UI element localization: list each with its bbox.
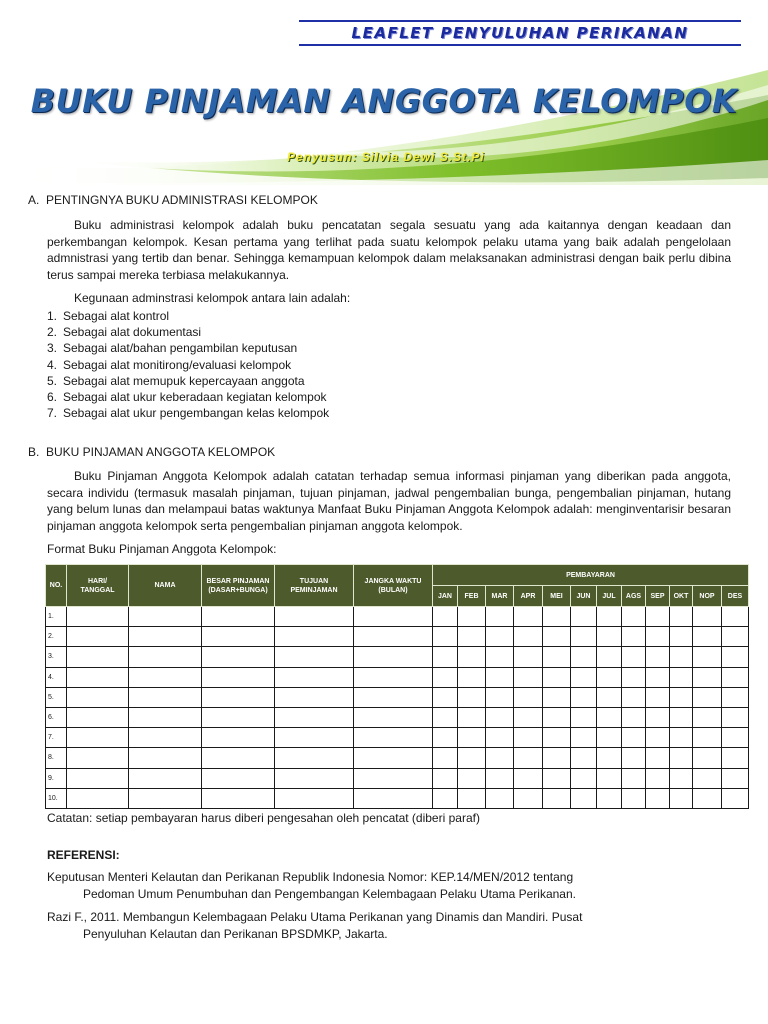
table-cell[interactable]	[622, 788, 646, 808]
table-cell[interactable]	[433, 667, 458, 687]
table-cell[interactable]	[67, 768, 129, 788]
table-cell[interactable]	[514, 647, 543, 667]
table-cell[interactable]	[597, 728, 622, 748]
section-a-paragraph-text: Buku administrasi kelompok adalah buku pencatatan segala sesuatu yang ada kaitannya dengan keadaan dan perkembangan kelompok. Kesan pertama yang terlihat pada suatu kelompok pelaku utama yang baik adalah pengelolaan admnistrasi yang tertib dan benar. Sehingga kemampuan kelompok dalam melaksanakan administrasi dengan baik perlu dibina terus sampai mereka terbiasa melakukannya.	[47, 218, 731, 283]
table-cell[interactable]	[275, 707, 354, 727]
table-cell[interactable]	[543, 627, 571, 647]
table-cell[interactable]	[646, 647, 670, 667]
table-cell[interactable]	[458, 667, 486, 687]
table-cell[interactable]	[486, 728, 514, 748]
table-cell[interactable]	[622, 627, 646, 647]
row-number: 5.	[46, 687, 67, 707]
page-title: BUKU PINJAMAN ANGGOTA KELOMPOK	[30, 82, 738, 120]
reference-item: Razi F., 2011. Membangun Kelembagaan Pelaku Utama Perikanan yang Dinamis dan Mandiri. Pusat Penyuluhan Kelautan dan Perikanan BPSDMKP, Jakarta.	[47, 910, 583, 941]
table-cell[interactable]	[202, 768, 275, 788]
table-row	[46, 647, 749, 667]
table-cell[interactable]	[646, 707, 670, 727]
section-b-paragraph	[47, 468, 731, 535]
table-cell[interactable]	[670, 748, 693, 768]
month-header: SEP	[646, 586, 670, 607]
section-a-heading	[28, 193, 318, 207]
table-cell[interactable]	[543, 607, 571, 627]
table-cell[interactable]	[486, 627, 514, 647]
section-a-letter: A.	[28, 193, 40, 207]
table-cell[interactable]	[433, 627, 458, 647]
table-cell[interactable]	[275, 667, 354, 687]
table-cell[interactable]	[670, 788, 693, 808]
header-hari-tanggal: HARI/ TANGGAL	[67, 565, 129, 607]
format-label: Format Buku Pinjaman Anggota Kelompok:	[47, 542, 277, 556]
month-header: APR	[514, 586, 543, 607]
table-cell[interactable]	[693, 647, 722, 667]
table-cell[interactable]	[722, 728, 749, 748]
table-cell[interactable]	[275, 687, 354, 707]
table-cell[interactable]	[543, 647, 571, 667]
table-cell[interactable]	[129, 707, 202, 727]
table-cell[interactable]	[543, 728, 571, 748]
table-cell[interactable]	[722, 768, 749, 788]
table-cell[interactable]	[622, 748, 646, 768]
table-cell[interactable]	[129, 667, 202, 687]
table-cell[interactable]	[622, 647, 646, 667]
list-item: 1. Sebagai alat kontrol	[47, 309, 170, 323]
table-cell[interactable]	[458, 707, 486, 727]
list-item: 4. Sebagai alat monitirong/evaluasi kelompok	[47, 357, 292, 372]
table-cell[interactable]	[722, 667, 749, 687]
table-row	[46, 748, 749, 768]
table-cell[interactable]	[670, 627, 693, 647]
table-cell[interactable]	[354, 607, 433, 627]
table-cell[interactable]	[514, 607, 543, 627]
table-cell[interactable]	[693, 707, 722, 727]
table-row	[46, 788, 749, 808]
table-cell[interactable]	[67, 627, 129, 647]
table-cell[interactable]	[722, 607, 749, 627]
table-cell[interactable]	[597, 607, 622, 627]
table-cell[interactable]	[354, 687, 433, 707]
month-header: MAR	[486, 586, 514, 607]
table-cell[interactable]	[693, 627, 722, 647]
table-cell[interactable]	[571, 788, 597, 808]
table-cell[interactable]	[693, 607, 722, 627]
table-row	[46, 768, 749, 788]
table-cell[interactable]	[670, 707, 693, 727]
table-cell[interactable]	[646, 788, 670, 808]
table-cell[interactable]	[543, 707, 571, 727]
section-b-letter: B.	[28, 445, 40, 459]
section-a-list-intro: Kegunaan adminstrasi kelompok antara lain adalah:	[74, 291, 351, 305]
references-heading: REFERENSI:	[47, 848, 120, 862]
month-header: OKT	[670, 586, 693, 607]
table-cell[interactable]	[693, 667, 722, 687]
table-cell[interactable]	[275, 607, 354, 627]
table-cell[interactable]	[646, 728, 670, 748]
table-cell[interactable]	[486, 667, 514, 687]
table-cell[interactable]	[597, 768, 622, 788]
table-cell[interactable]	[693, 788, 722, 808]
header-nama: NAMA	[129, 565, 202, 607]
table-cell[interactable]	[571, 667, 597, 687]
table-cell[interactable]	[486, 687, 514, 707]
table-cell[interactable]	[622, 768, 646, 788]
table-cell[interactable]	[543, 768, 571, 788]
table-cell[interactable]	[354, 768, 433, 788]
table-cell[interactable]	[486, 707, 514, 727]
table-cell[interactable]	[514, 627, 543, 647]
list-item: 3. Sebagai alat/bahan pengambilan keputusan	[47, 341, 298, 356]
table-cell[interactable]	[571, 707, 597, 727]
table-cell[interactable]	[129, 607, 202, 627]
table-cell[interactable]	[202, 788, 275, 808]
table-cell[interactable]	[67, 707, 129, 727]
table-cell[interactable]	[543, 667, 571, 687]
table-cell[interactable]	[275, 728, 354, 748]
table-row	[46, 687, 749, 707]
header-jangka-waktu: JANGKA WAKTU (BULAN)	[354, 565, 433, 607]
table-row	[46, 667, 749, 687]
table-note: Catatan: setiap pembayaran harus diberi pengesahan oleh pencatat (diberi paraf)	[47, 811, 480, 825]
table-cell[interactable]	[458, 788, 486, 808]
table-cell[interactable]	[693, 768, 722, 788]
author-line: Penyusun: Silvia Dewi S.St.Pi	[287, 150, 485, 164]
table-cell[interactable]	[543, 748, 571, 768]
table-cell[interactable]	[646, 607, 670, 627]
header-tujuan: TUJUAN PEMINJAMAN	[275, 565, 354, 607]
table-cell[interactable]	[67, 667, 129, 687]
table-cell[interactable]	[458, 728, 486, 748]
table-cell[interactable]	[354, 667, 433, 687]
month-header: DES	[722, 586, 749, 607]
table-cell[interactable]	[67, 748, 129, 768]
table-cell[interactable]	[722, 748, 749, 768]
table-cell[interactable]	[571, 728, 597, 748]
header-besar-pinjaman: BESAR PINJAMAN (DASAR+BUNGA)	[202, 565, 275, 607]
table-cell[interactable]	[354, 748, 433, 768]
table-cell[interactable]	[67, 607, 129, 627]
month-header: FEB	[458, 586, 486, 607]
table-cell[interactable]	[129, 687, 202, 707]
table-cell[interactable]	[202, 667, 275, 687]
table-cell[interactable]	[670, 728, 693, 748]
table-row	[46, 627, 749, 647]
table-cell[interactable]	[693, 728, 722, 748]
table-cell[interactable]	[646, 748, 670, 768]
table-cell[interactable]	[670, 667, 693, 687]
table-cell[interactable]	[67, 788, 129, 808]
table-cell[interactable]	[433, 607, 458, 627]
table-cell[interactable]	[433, 788, 458, 808]
table-cell[interactable]	[622, 687, 646, 707]
list-item: 5. Sebagai alat memupuk kepercayaan anggota	[47, 373, 305, 388]
row-number: 6.	[46, 707, 67, 727]
table-cell[interactable]	[670, 768, 693, 788]
table-cell[interactable]	[514, 728, 543, 748]
table-cell[interactable]	[354, 728, 433, 748]
table-cell[interactable]	[571, 627, 597, 647]
table-cell[interactable]	[458, 647, 486, 667]
table-cell[interactable]	[722, 627, 749, 647]
table-cell[interactable]	[646, 667, 670, 687]
table-cell[interactable]	[514, 667, 543, 687]
table-cell[interactable]	[486, 607, 514, 627]
list-item: 6. Sebagai alat ukur keberadaan kegiatan kelompok	[47, 390, 327, 405]
table-cell[interactable]	[202, 748, 275, 768]
month-header: AGS	[622, 586, 646, 607]
header-pembayaran: PEMBAYARAN	[433, 565, 749, 586]
table-cell[interactable]	[646, 687, 670, 707]
table-cell[interactable]	[646, 768, 670, 788]
table-cell[interactable]	[597, 707, 622, 727]
table-cell[interactable]	[67, 687, 129, 707]
month-header: MEI	[543, 586, 571, 607]
table-cell[interactable]	[275, 748, 354, 768]
table-cell[interactable]	[722, 707, 749, 727]
row-number: 2.	[46, 627, 67, 647]
table-cell[interactable]	[433, 728, 458, 748]
row-number: 9.	[46, 768, 67, 788]
table-cell[interactable]	[622, 707, 646, 727]
table-cell[interactable]	[571, 687, 597, 707]
table-row	[46, 728, 749, 748]
row-number: 4.	[46, 667, 67, 687]
table-cell[interactable]	[129, 627, 202, 647]
table-cell[interactable]	[597, 627, 622, 647]
row-number: 7.	[46, 728, 67, 748]
table-cell[interactable]	[129, 788, 202, 808]
row-number: 1.	[46, 607, 67, 627]
table-cell[interactable]	[597, 748, 622, 768]
table-cell[interactable]	[129, 768, 202, 788]
table-cell[interactable]	[722, 647, 749, 667]
table-cell[interactable]	[571, 647, 597, 667]
table-cell[interactable]	[693, 687, 722, 707]
section-a-title: PENTINGNYA BUKU ADMINISTRASI KELOMPOK	[46, 193, 318, 207]
table-cell[interactable]	[129, 728, 202, 748]
table-cell[interactable]	[597, 647, 622, 667]
table-cell[interactable]	[275, 788, 354, 808]
month-header: JUN	[571, 586, 597, 607]
table-cell[interactable]	[202, 728, 275, 748]
table-cell[interactable]	[458, 768, 486, 788]
table-cell[interactable]	[646, 627, 670, 647]
section-b-title: BUKU PINJAMAN ANGGOTA KELOMPOK	[46, 445, 276, 459]
table-cell[interactable]	[514, 687, 543, 707]
row-number: 8.	[46, 748, 67, 768]
table-cell[interactable]	[514, 788, 543, 808]
table-cell[interactable]	[543, 687, 571, 707]
table-cell[interactable]	[354, 647, 433, 667]
table-cell[interactable]	[202, 607, 275, 627]
table-cell[interactable]	[670, 647, 693, 667]
section-a-paragraph	[47, 217, 731, 284]
table-cell[interactable]	[202, 687, 275, 707]
month-header: NOP	[693, 586, 722, 607]
table-cell[interactable]	[354, 788, 433, 808]
table-cell[interactable]	[670, 607, 693, 627]
section-b-paragraph-text: Buku Pinjaman Anggota Kelompok adalah catatan terhadap semua informasi pinjaman yang diberikan pada anggota, secara individu (termasuk masalah pinjaman, tujuan pinjaman, jadwal pengembalian bunga, pengembalian pinjaman, hutang yang belum lunas dan melampaui batas waktunya Manfaat Buku Pinjaman Anggota Kelompok adalah: menginventarisir besaran pinjaman anggota kelompok serta pengembalian pinjaman anggota kelompok.	[47, 469, 731, 534]
table-cell[interactable]	[543, 788, 571, 808]
leaflet-label: LEAFLET PENYULUHAN PERIKANAN	[299, 20, 741, 46]
header-no: NO.	[46, 565, 67, 607]
table-cell[interactable]	[202, 647, 275, 667]
table-cell[interactable]	[486, 748, 514, 768]
table-cell[interactable]	[722, 788, 749, 808]
table-cell[interactable]	[202, 707, 275, 727]
table-cell[interactable]	[693, 748, 722, 768]
row-number: 10.	[46, 788, 67, 808]
row-number: 3.	[46, 647, 67, 667]
table-row	[46, 607, 749, 627]
table-cell[interactable]	[275, 627, 354, 647]
table-cell[interactable]	[433, 647, 458, 667]
table-cell[interactable]	[354, 707, 433, 727]
table-cell[interactable]	[458, 748, 486, 768]
loan-table	[45, 564, 749, 809]
table-cell[interactable]	[514, 748, 543, 768]
table-cell[interactable]	[597, 667, 622, 687]
table-cell[interactable]	[275, 768, 354, 788]
list-item: 2. Sebagai alat dokumentasi	[47, 325, 202, 340]
table-cell[interactable]	[670, 687, 693, 707]
table-cell[interactable]	[67, 728, 129, 748]
section-b-heading	[28, 445, 275, 459]
table-row	[46, 707, 749, 727]
table-cell[interactable]	[202, 627, 275, 647]
table-cell[interactable]	[433, 768, 458, 788]
table-cell[interactable]	[486, 768, 514, 788]
month-header: JAN	[433, 586, 458, 607]
table-cell[interactable]	[622, 607, 646, 627]
table-cell[interactable]	[722, 687, 749, 707]
table-cell[interactable]	[597, 788, 622, 808]
table-cell[interactable]	[571, 748, 597, 768]
month-header: JUL	[597, 586, 622, 607]
table-cell[interactable]	[275, 647, 354, 667]
table-cell[interactable]	[486, 647, 514, 667]
table-cell[interactable]	[129, 748, 202, 768]
table-cell[interactable]	[622, 728, 646, 748]
table-cell[interactable]	[514, 768, 543, 788]
table-cell[interactable]	[433, 687, 458, 707]
reference-item: Keputusan Menteri Kelautan dan Perikanan Republik Indonesia Nomor: KEP.14/MEN/2012 tentang Pedoman Umum Penumbuhan dan Pengembangan Kelembagaan Pelaku Utama Perikanan.	[47, 870, 576, 901]
table-cell[interactable]	[571, 607, 597, 627]
table-cell[interactable]	[458, 627, 486, 647]
table-cell[interactable]	[129, 647, 202, 667]
table-cell[interactable]	[433, 707, 458, 727]
table-cell[interactable]	[354, 627, 433, 647]
list-item: 7. Sebagai alat ukur pengembangan kelas kelompok	[47, 406, 330, 421]
table-cell[interactable]	[571, 768, 597, 788]
table-cell[interactable]	[597, 687, 622, 707]
table-cell[interactable]	[67, 647, 129, 667]
table-cell[interactable]	[622, 667, 646, 687]
usage-list	[47, 308, 329, 421]
table-cell[interactable]	[486, 788, 514, 808]
table-cell[interactable]	[514, 707, 543, 727]
table-cell[interactable]	[433, 748, 458, 768]
table-cell[interactable]	[458, 607, 486, 627]
table-cell[interactable]	[458, 687, 486, 707]
